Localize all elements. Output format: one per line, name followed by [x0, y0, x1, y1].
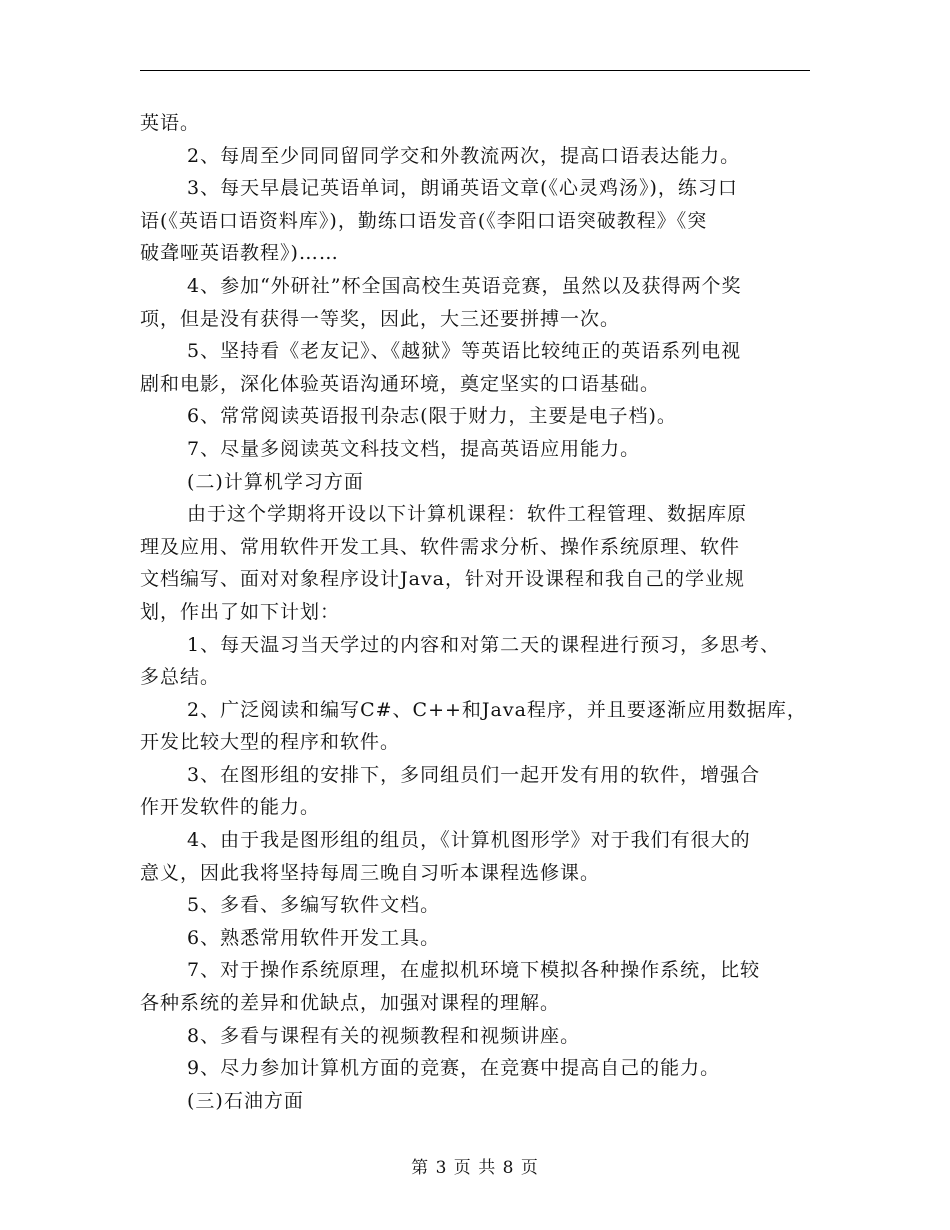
text-line: 2、每周至少同同留同学交和外教流两次，提高口语表达能力。: [187, 144, 741, 167]
text-line: 8、多看与课程有关的视频教程和视频讲座。: [187, 1024, 581, 1047]
text-line: 6、常常阅读英语报刊杂志(限于财力，主要是电子档)。: [187, 405, 677, 428]
text-line: 7、对于操作系统原理，在虚拟机环境下模拟各种操作系统，比较: [187, 959, 761, 982]
text-line: 7、尽量多阅读英文科技文档，提高英语应用能力。: [187, 437, 641, 460]
text-line: 5、多看、多编写软件文档。: [187, 894, 441, 917]
text-line: 2、广泛阅读和编写C#、C++和Java程序，并且要逐渐应用数据库，: [187, 698, 807, 721]
page-number: 第 3 页 共 8 页: [411, 1158, 539, 1178]
text-line: 破聋哑英语教程》)……: [140, 242, 339, 265]
text-line: 多总结。: [140, 666, 221, 689]
text-line: 各种系统的差异和优缺点，加强对课程的理解。: [140, 992, 561, 1015]
text-line: 9、尽力参加计算机方面的竞赛，在竞赛中提高自己的能力。: [187, 1057, 721, 1080]
text-line: 意义，因此我将坚持每周三晚自习听本课程选修课。: [140, 861, 601, 884]
text-line: 项，但是没有获得一等奖，因此，大三还要拼搏一次。: [140, 307, 621, 330]
document-body: [140, 107, 830, 1117]
text-line: 由于这个学期将开设以下计算机课程：软件工程管理、数据库原: [187, 503, 748, 526]
header-rule: [140, 70, 810, 71]
text-line: 6、熟悉常用软件开发工具。: [187, 926, 441, 949]
text-line: 英语。: [140, 112, 201, 134]
text-line: 5、坚持看《老友记》、《越狱》等英语比较纯正的英语系列电视: [187, 340, 742, 363]
text-line: 4、由于我是图形组的组员，《计算机图形学》对于我们有很大的: [187, 829, 751, 852]
text-line: 开发比较大型的程序和软件。: [140, 731, 401, 754]
text-line: 剧和电影，深化体验英语沟通环境，奠定坚实的口语基础。: [140, 372, 661, 395]
text-line: 文档编写、面对对象程序设计Java，针对开设课程和我自己的学业规: [140, 568, 746, 591]
text-line: 理及应用、常用软件开发工具、软件需求分析、操作系统原理、软件: [140, 535, 741, 558]
text-line: 3、每天早晨记英语单词，朗诵英语文章(《心灵鸡汤》)，练习口: [187, 177, 738, 200]
text-line: 作开发软件的能力。: [140, 796, 321, 819]
text-line: (三)石油方面: [187, 1089, 304, 1112]
text-line: (二)计算机学习方面: [187, 470, 364, 493]
text-line: 3、在图形组的安排下，多同组员们一起开发有用的软件，增强合: [187, 763, 761, 786]
text-line: 语(《英语口语资料库》)，勤练口语发音(《李阳口语突破教程》《突: [140, 209, 708, 232]
text-line: 1、每天温习当天学过的内容和对第二天的课程进行预习，多思考、: [187, 633, 781, 656]
text-line: 4、参加“外研社”杯全国高校生英语竞赛，虽然以及获得两个奖: [187, 274, 742, 297]
text-line: 划，作出了如下计划：: [140, 600, 341, 623]
